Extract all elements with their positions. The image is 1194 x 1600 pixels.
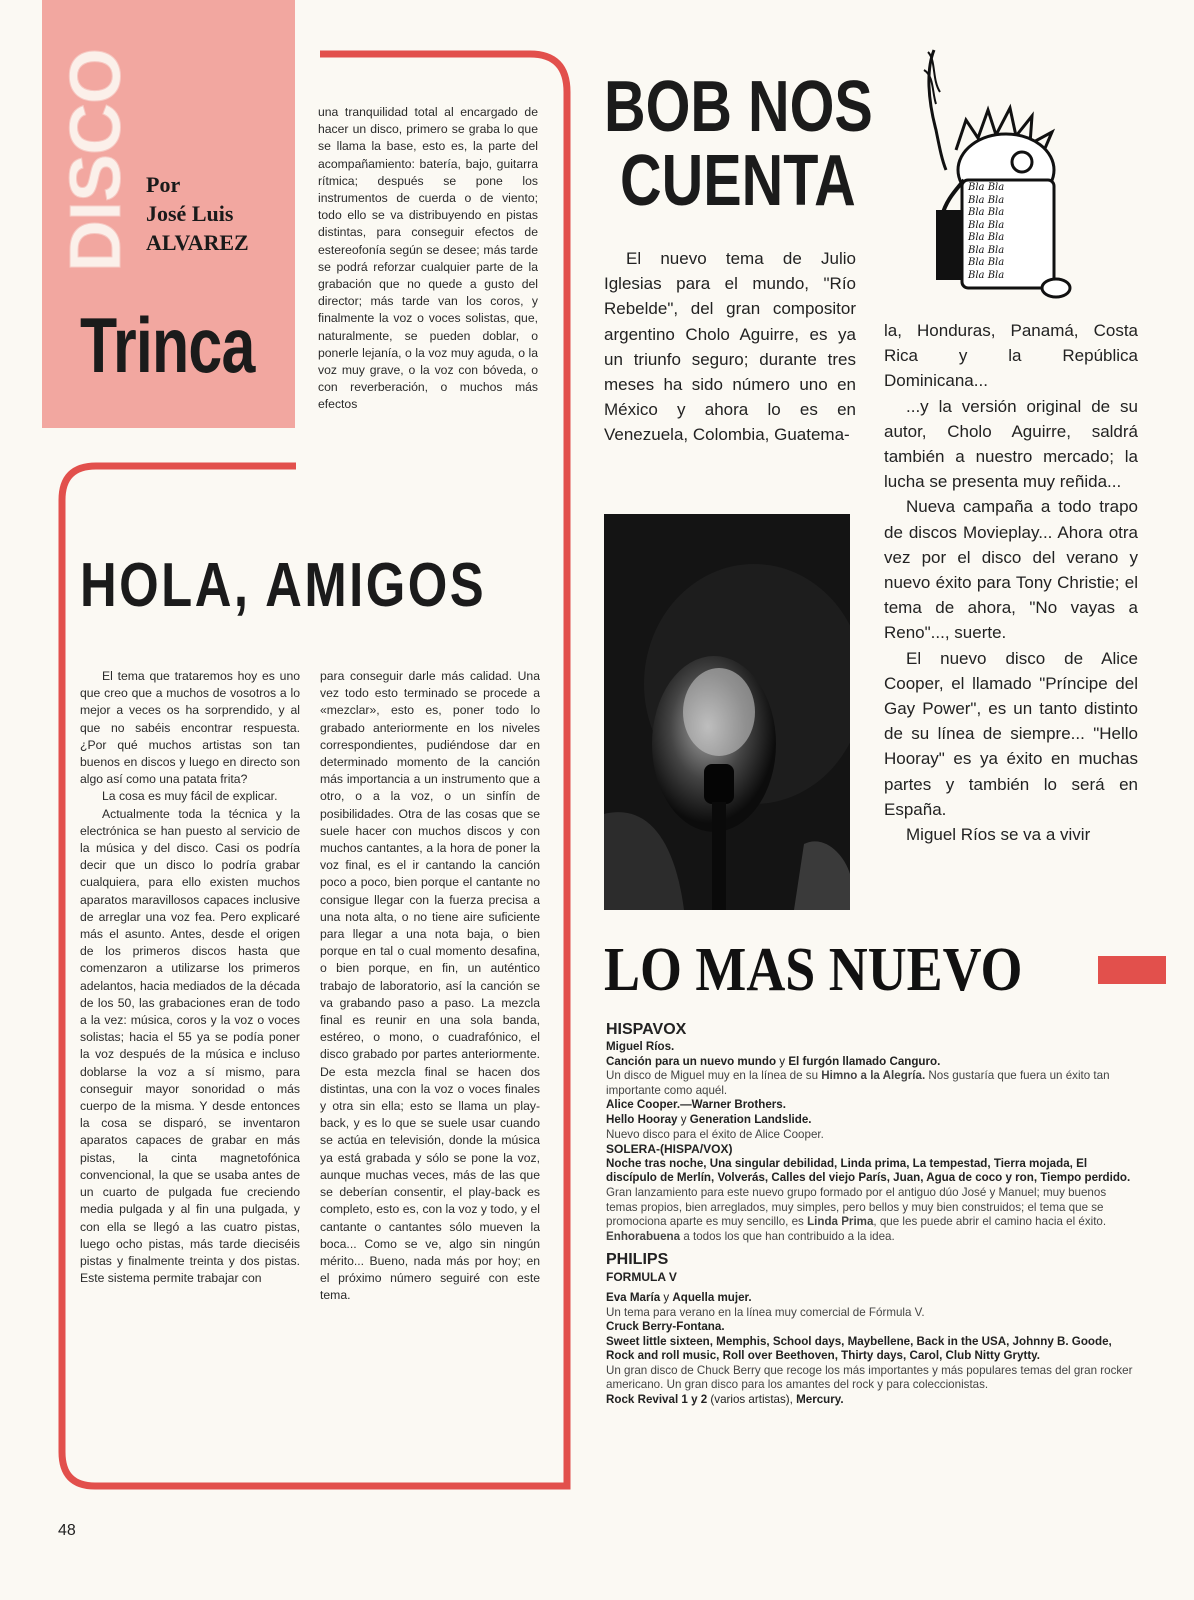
page-number: 48 bbox=[58, 1522, 76, 1539]
hola-p1: El tema que trataremos hoy es uno que creo que a muchos de vosotros a lo mejor a veces os ha sorprendido, y al que no sabéis encontrar respuesta. ¿Por qué muchos artistas son tan buenos en discos y luego en directo son algo así como una patata frita? bbox=[80, 669, 300, 787]
label-formula-v: FORMULA V bbox=[606, 1270, 677, 1285]
titles-solera: Noche tras noche, Una singular debilidad, Linda prima, La tempestad, Tierra mojada, El discípulo de Merlín, Volverás, Calles del viejo París, Juan, Agua de coco y ron, Tiempo perdido. bbox=[606, 1156, 1131, 1185]
bob-p5: El nuevo disco de Alice Cooper, el llamado "Príncipe del Gay Power", es un tanto distinto de su línea de siempre... "Hello Hooray" es ya éxito en muchas partes y también lo será en España. bbox=[884, 648, 1138, 819]
hola-title: HOLA, AMIGOS bbox=[80, 551, 487, 620]
hola-p3: Actualmente toda la técnica y la electrónica se han puesto al servicio de la música y del disco. Casi os podría decir que un disco lo podría grabar cualquiera, para ello existen muchos aparatos maravillosos capaces inclusive de arreglar una voz fea. Pero explicaré más el asunto. Antes, desde el origen de los primeros discos hasta que comenzaron a utilizarse los primeros adelantos, hacia mediados de la década de los 50, las grabaciones eran de todo a la vez: música, coros y la voz o voces solistas; hacia el 55 ya se podía poner la voz después de la música e incluso doblarse la voz a sí mismo, para conseguir mayor sonoridad o más cuerpo de la misma. Y desde entonces la cosa se disparó, se inventaron aparatos capaces de grabar en más pistas, la cinta magnetofónica convencional, la que se usaba antes de un cuarto de pulgada fue creciendo media pulgada y al fin una pulgada, y con ella se llegó a las cuatro pistas, luego ocho pistas, más tarde dieciséis pistas y finalmente treinta y dos pistas. Este sistema permite trabajar con bbox=[80, 806, 300, 1286]
artist-chuck-berry: Cruck Berry-Fontana. bbox=[606, 1320, 725, 1334]
text-miguel-rios: Un disco de Miguel muy en la línea de su Himno a la Alegría. Nos gustaría que fuera un éxito tan importante como aquél. bbox=[606, 1069, 1110, 1097]
nuevo-title-bar bbox=[1098, 956, 1166, 984]
label-solera: SOLERA-(HISPA/VOX) bbox=[606, 1142, 733, 1157]
singer-photo bbox=[604, 514, 850, 910]
label-hispavox: HISPAVOX bbox=[606, 1021, 687, 1038]
text-formula-v: Un tema para verano en la línea muy comercial de Fórmula V. bbox=[606, 1305, 925, 1319]
trinca-heading: Trinca bbox=[80, 301, 255, 389]
bob-p6: Miguel Ríos se va a vivir bbox=[906, 825, 1091, 845]
byline-por: Por bbox=[146, 172, 181, 197]
byline-surname: ALVAREZ bbox=[146, 230, 249, 255]
titles-formula-v: Eva María y Aquella mujer. bbox=[606, 1290, 752, 1304]
nuevo-list bbox=[606, 1018, 1138, 1498]
bob-col1 bbox=[604, 246, 856, 476]
hola-p4: para conseguir darle más calidad. Una vez todo esto terminado se procede a «mezclar», esto es, poner todo lo grabado anteriormente en los niveles correspondientes, pudiéndose dar en determinado momento de la canción más importancia a un instrumento que a otro, o a la voz, o un sinfín de posibilidades. Otra de las cosas que se suele hacer con muchos discos y con muchos cantantes, a la hora de poner la voz final, es el ir cantando la canción poco a poco, bien porque el cantante no consigue llegar con la fuerza precisa a una nota alta, o no tiene aire suficiente para llegar a una nota baja, o bien porque en tal o cual momento desafina, o bien porque, en fin, un auténtico trabajo de laboratorio, así la canción se va grabando paso a paso. La mezcla final es reunir en una sola banda, estéreo, o mono, o cuadrafónico, el disco grabado por partes anteriormente. De esta mezcla final se hacen dos distintas, una con la voz o voces finales y otra sin ella; esto se llama un play-back, y es lo que se suele usar cuando se actúa en televisión, donde la música ya está grabada y sólo se pone la voz, aunque muchas veces, más de las que se deberían consentir, el play-back es completo, esto es, con la voz y todo, y el cantante o cantantes sólo mueven la boca... Como se ve, algo sin ningún mérito... Bueno, nada más por hoy; en el próximo número seguiré con este tema. bbox=[320, 669, 540, 1303]
artist-miguel-rios: Miguel Ríos. bbox=[606, 1040, 675, 1053]
artist-alice-cooper: Alice Cooper.—Warner Brothers. bbox=[606, 1098, 786, 1112]
hola-p2: La cosa es muy fácil de explicar. bbox=[102, 789, 278, 804]
rock-revival: Rock Revival 1 y 2 (varios artistas), Mercury. bbox=[606, 1393, 844, 1407]
titles-miguel-rios: Canción para un nuevo mundo y El furgón llamado Canguro. bbox=[606, 1054, 941, 1068]
hola-col1 bbox=[80, 668, 300, 1458]
bob-title: BOB NOS CUENTA bbox=[604, 67, 873, 221]
byline-name: José Luis bbox=[146, 201, 234, 226]
bob-col2 bbox=[884, 318, 1138, 918]
bob-p3: ...y la versión original de su autor, Cholo Aguirre, saldrá también a nuestro mercado; la lucha se presenta muy reñida... bbox=[884, 396, 1138, 492]
label-philips: PHILIPS bbox=[606, 1251, 669, 1269]
text-alice-cooper: Nuevo disco para el éxito de Alice Cooper. bbox=[606, 1127, 824, 1141]
bob-p2: la, Honduras, Panamá, Costa Rica y la República Dominicana... bbox=[884, 321, 1138, 391]
cartoon-scroll-text: Bla Bla Bla Bla Bla Bla Bla Bla Bla Bla Bla Bla Bla Bla Bla Bla bbox=[968, 182, 1005, 281]
bob-p4: Nueva campaña a todo trapo de discos Movieplay... Ahora otra vez por el disco del verano y nuevo éxito para Tony Christie; el tema de ahora, "No vayas a Reno"..., suerte. bbox=[884, 497, 1138, 643]
bob-p1: El nuevo tema de Julio Iglesias para el mundo, "Río Rebelde", del gran compositor argentino Cholo Aguirre, es ya un triunfo seguro; durante tres meses ha sido número uno en México y ahora lo es en Venezuela, Colombia, Guatema- bbox=[604, 249, 856, 445]
nuevo-title: LO MAS NUEVO bbox=[604, 936, 1023, 1004]
hola-col2 bbox=[320, 668, 540, 1458]
text-solera: Gran lanzamiento para este nuevo grupo formado por el antiguo dúo José y Manuel; muy buenos temas propios, bien arreglados, muy simples, pero bellos y muy bien construidos; el tema que se promociona aparte es muy sencillo, es Linda Prima, que les puede abrir el camino hacia el éxito. Enhorabuena a todos los que han contribuido a la idea. bbox=[606, 1185, 1107, 1243]
titles-alice-cooper: Hello Hooray y Generation Landslide. bbox=[606, 1112, 812, 1126]
titles-chuck-berry: Sweet little sixteen, Memphis, School days, Maybellene, Back in the USA, Johnny B. Goode, Rock and roll music, Roll over Beethoven, Thirty days, Carol, Club Nitty Grytty. bbox=[606, 1334, 1112, 1363]
text-chuck-berry: Un gran disco de Chuck Berry que recoge los más importantes y más populares temas del gran rocker americano. Un gran disco para los amantes del rock y para coleccionistas. bbox=[606, 1363, 1133, 1392]
top-column: una tranquilidad total al encargado de hacer un disco, primero se graba lo que se llama la base, esto es, la parte del acompañamiento: batería, bajo, guitarra rítmica; después se pone los instrumentos de cuerda o de viento; todo ello se va distribuyendo en pistas distintas, para conseguir efectos de estereofonía según se desee; más tarde se podrá reforzar cualquier parte de la grabación que no quede a gusto del director; más tarde van los coros, y finalmente la voz o voces solistas, que, naturalmente, se pueden doblar, o ponerle lejanía, o la voz muy aguda, o la voz muy grave, o la voz con bóveda, o con reverberación, o muchos más efectos bbox=[318, 105, 538, 412]
